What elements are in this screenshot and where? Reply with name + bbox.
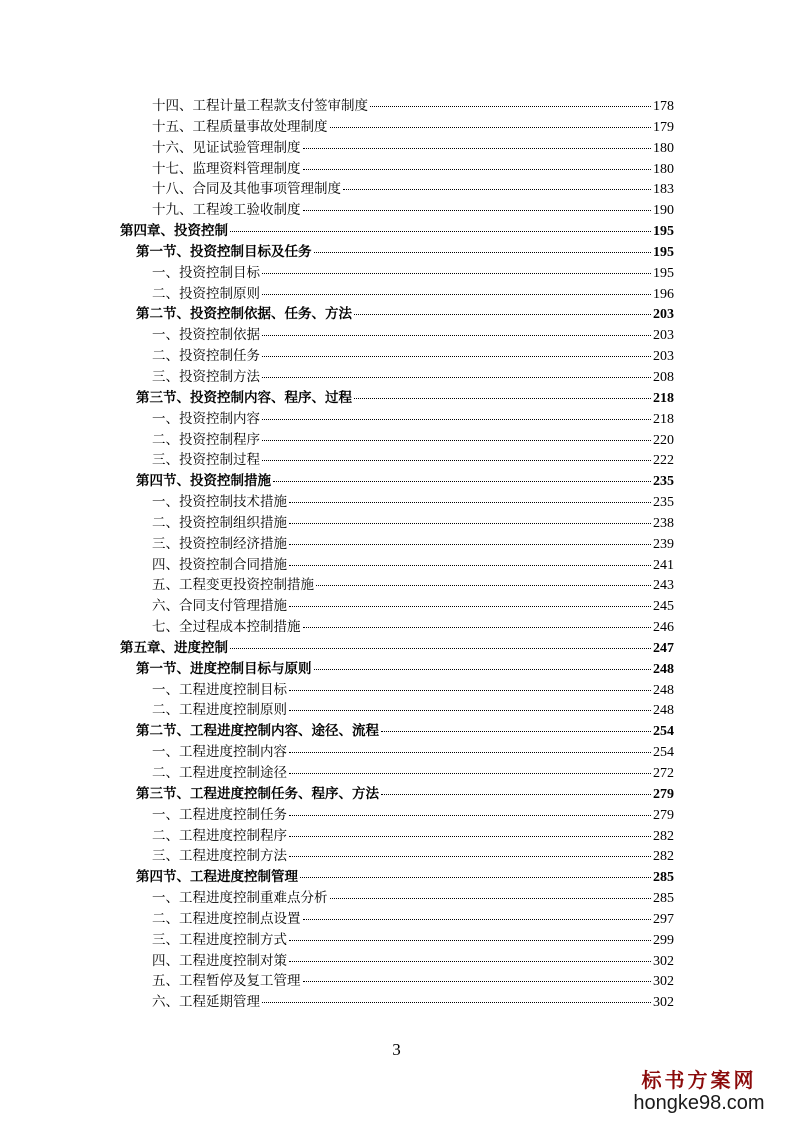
toc-entry-page: 203 <box>653 307 674 323</box>
dot-leader <box>314 668 652 670</box>
toc-item[interactable] <box>120 888 674 909</box>
toc-entry-page: 299 <box>653 932 674 948</box>
toc-entry-page: 243 <box>653 578 674 594</box>
dot-leader <box>289 855 651 857</box>
toc-section[interactable] <box>120 388 674 409</box>
dot-leader <box>230 230 651 232</box>
toc-item[interactable] <box>120 200 674 221</box>
toc-section[interactable] <box>120 304 674 325</box>
toc-entry-title: 二、工程进度控制原则 <box>152 702 287 719</box>
toc-entry-title: 二、投资控制组织措施 <box>152 514 287 531</box>
toc-entry-title: 第五章、进度控制 <box>120 639 228 656</box>
toc-entry-title: 一、投资控制目标 <box>152 264 260 281</box>
toc-entry-page: 297 <box>653 911 674 927</box>
toc-section[interactable] <box>120 242 674 263</box>
toc-entry-title: 十六、见证试验管理制度 <box>152 139 301 156</box>
toc-entry-page: 254 <box>653 724 674 740</box>
toc-item[interactable] <box>120 617 674 638</box>
toc-entry-page: 235 <box>653 474 674 490</box>
toc-entry-title: 第一节、投资控制目标及任务 <box>136 243 312 260</box>
toc-item[interactable] <box>120 846 674 867</box>
toc-entry-page: 180 <box>653 161 674 177</box>
toc-item[interactable] <box>120 534 674 555</box>
dot-leader <box>289 960 651 962</box>
toc-entry-page: 235 <box>653 495 674 511</box>
dot-leader <box>316 584 651 586</box>
toc-entry-page: 179 <box>653 119 674 135</box>
toc-item[interactable] <box>120 555 674 576</box>
toc-item[interactable] <box>120 992 674 1013</box>
dot-leader <box>381 730 651 732</box>
dot-leader <box>289 835 651 837</box>
toc-entry-title: 二、投资控制任务 <box>152 348 260 365</box>
toc-item[interactable] <box>120 159 674 180</box>
toc-section[interactable] <box>120 659 674 680</box>
toc-entry-title: 第四节、投资控制措施 <box>136 473 271 490</box>
dot-leader <box>289 522 651 524</box>
toc-entry-page: 279 <box>653 807 674 823</box>
toc-entry-page: 248 <box>653 661 674 677</box>
dot-leader <box>289 689 651 691</box>
toc-entry-title: 二、工程进度控制点设置 <box>152 910 301 927</box>
toc-item[interactable] <box>120 450 674 471</box>
toc-entry-title: 六、合同支付管理措施 <box>152 598 287 615</box>
dot-leader <box>230 647 651 649</box>
toc-item[interactable] <box>120 763 674 784</box>
toc-entry-page: 285 <box>653 891 674 907</box>
toc-item[interactable] <box>120 700 674 721</box>
toc-entry-page: 302 <box>653 995 674 1011</box>
toc-item[interactable] <box>120 96 674 117</box>
toc-item[interactable] <box>120 367 674 388</box>
toc-entry-title: 第三节、投资控制内容、程序、过程 <box>136 389 352 406</box>
toc-entry-title: 四、投资控制合同措施 <box>152 556 287 573</box>
dot-leader <box>330 897 652 899</box>
dot-leader <box>289 501 651 503</box>
toc-entry-page: 279 <box>653 786 674 802</box>
toc-entry-page: 248 <box>653 682 674 698</box>
toc-entry-title: 第四节、工程进度控制管理 <box>136 869 298 886</box>
dot-leader <box>354 313 651 315</box>
toc-item[interactable] <box>120 680 674 701</box>
dot-leader <box>262 439 651 441</box>
dot-leader <box>354 397 651 399</box>
dot-leader <box>303 626 652 628</box>
toc-item[interactable] <box>120 325 674 346</box>
toc-item[interactable] <box>120 971 674 992</box>
toc-item[interactable] <box>120 951 674 972</box>
toc-item[interactable] <box>120 596 674 617</box>
toc-entry-title: 四、工程进度控制对策 <box>152 952 287 969</box>
dot-leader <box>300 876 651 878</box>
dot-leader <box>262 459 651 461</box>
toc-entry-page: 247 <box>653 640 674 656</box>
table-of-contents <box>120 96 674 1013</box>
toc-entry-title: 十八、合同及其他事项管理制度 <box>152 181 341 198</box>
toc-item[interactable] <box>120 284 674 305</box>
toc-item[interactable] <box>120 263 674 284</box>
toc-item[interactable] <box>120 805 674 826</box>
toc-item[interactable] <box>120 117 674 138</box>
toc-entry-page: 222 <box>653 453 674 469</box>
dot-leader <box>289 564 651 566</box>
toc-item[interactable] <box>120 179 674 200</box>
toc-entry-title: 一、投资控制依据 <box>152 327 260 344</box>
toc-entry-title: 第四章、投资控制 <box>120 223 228 240</box>
dot-leader <box>273 480 651 482</box>
toc-item[interactable] <box>120 826 674 847</box>
toc-item[interactable] <box>120 909 674 930</box>
toc-item[interactable] <box>120 346 674 367</box>
toc-entry-page: 245 <box>653 599 674 615</box>
toc-entry-page: 180 <box>653 140 674 156</box>
toc-entry-title: 三、工程进度控制方法 <box>152 848 287 865</box>
toc-entry-page: 302 <box>653 953 674 969</box>
toc-entry-title: 十四、工程计量工程款支付签审制度 <box>152 98 368 114</box>
toc-entry-title: 五、工程变更投资控制措施 <box>152 577 314 594</box>
dot-leader <box>289 814 651 816</box>
toc-entry-page: 208 <box>653 369 674 385</box>
toc-entry-title: 十九、工程竣工验收制度 <box>152 202 301 219</box>
toc-entry-title: 三、投资控制过程 <box>152 452 260 469</box>
dot-leader <box>262 293 651 295</box>
page-number: 3 <box>392 1040 401 1059</box>
toc-entry-title: 二、投资控制原则 <box>152 285 260 302</box>
toc-entry-title: 十五、工程质量事故处理制度 <box>152 118 328 135</box>
toc-entry-page: 272 <box>653 766 674 781</box>
toc-entry-page: 282 <box>653 849 674 865</box>
toc-entry-page: 196 <box>653 286 674 302</box>
watermark-site-name: 标书方案网 <box>641 1068 757 1092</box>
toc-entry-title: 二、投资控制程序 <box>152 431 260 448</box>
toc-entry-title: 第二节、投资控制依据、任务、方法 <box>136 306 352 323</box>
dot-leader <box>330 126 652 128</box>
toc-entry-title: 二、工程进度控制程序 <box>152 827 287 844</box>
toc-item[interactable] <box>120 513 674 534</box>
toc-entry-page: 195 <box>653 265 674 281</box>
dot-leader <box>289 751 651 753</box>
toc-entry-title: 三、工程进度控制方式 <box>152 931 287 948</box>
toc-entry-title: 一、投资控制内容 <box>152 410 260 427</box>
toc-entry-page: 238 <box>653 515 674 531</box>
dot-leader <box>314 251 652 253</box>
toc-entry-page: 246 <box>653 620 674 636</box>
toc-chapter[interactable] <box>120 221 674 242</box>
dot-leader <box>262 1001 651 1003</box>
toc-entry-title: 一、工程进度控制内容 <box>152 744 287 761</box>
dot-leader <box>262 355 651 357</box>
dot-leader <box>381 793 651 795</box>
toc-entry-page: 218 <box>653 390 674 406</box>
site-watermark <box>619 1068 779 1114</box>
dot-leader <box>303 209 652 211</box>
toc-entry-page: 183 <box>653 182 674 198</box>
toc-entry-title: 第三节、工程进度控制任务、程序、方法 <box>136 785 379 802</box>
toc-entry-page: 220 <box>653 432 674 448</box>
toc-entry-title: 六、工程延期管理 <box>152 994 260 1011</box>
toc-section[interactable] <box>120 721 674 742</box>
dot-leader <box>303 168 652 170</box>
toc-section[interactable] <box>120 867 674 888</box>
toc-entry-title: 二、工程进度控制途径 <box>152 765 287 781</box>
toc-entry-page: 302 <box>653 974 674 990</box>
toc-entry-title: 一、投资控制技术措施 <box>152 494 287 511</box>
toc-item[interactable] <box>120 742 674 763</box>
dot-leader <box>289 543 651 545</box>
dot-leader <box>289 709 651 711</box>
dot-leader <box>303 147 652 149</box>
toc-item[interactable] <box>120 930 674 951</box>
toc-section[interactable] <box>120 784 674 805</box>
dot-leader <box>303 980 652 982</box>
toc-entry-page: 178 <box>653 99 674 114</box>
toc-item[interactable] <box>120 492 674 513</box>
dot-leader <box>289 605 651 607</box>
toc-entry-title: 一、工程进度控制重难点分析 <box>152 890 328 907</box>
toc-entry-page: 203 <box>653 349 674 365</box>
toc-entry-page: 203 <box>653 328 674 344</box>
toc-chapter[interactable] <box>120 638 674 659</box>
toc-section[interactable] <box>120 471 674 492</box>
watermark-url: hongke98.com <box>633 1092 765 1114</box>
toc-item[interactable] <box>120 409 674 430</box>
toc-entry-page: 218 <box>653 411 674 427</box>
toc-entry-title: 一、工程进度控制目标 <box>152 681 287 698</box>
toc-entry-title: 一、工程进度控制任务 <box>152 806 287 823</box>
dot-leader <box>370 105 651 107</box>
toc-entry-title: 三、投资控制经济措施 <box>152 535 287 552</box>
toc-entry-title: 三、投资控制方法 <box>152 368 260 385</box>
dot-leader <box>262 418 651 420</box>
toc-entry-page: 254 <box>653 745 674 761</box>
dot-leader <box>303 918 652 920</box>
toc-entry-page: 241 <box>653 557 674 573</box>
toc-entry-page: 248 <box>653 703 674 719</box>
toc-entry-page: 282 <box>653 828 674 844</box>
dot-leader <box>289 939 651 941</box>
toc-entry-page: 239 <box>653 536 674 552</box>
toc-entry-page: 285 <box>653 870 674 886</box>
toc-entry-title: 七、全过程成本控制措施 <box>152 619 301 636</box>
dot-leader <box>262 272 651 274</box>
toc-entry-page: 190 <box>653 203 674 219</box>
toc-entry-page: 195 <box>653 244 674 260</box>
toc-item[interactable] <box>120 138 674 159</box>
toc-item[interactable] <box>120 430 674 451</box>
dot-leader <box>262 334 651 336</box>
dot-leader <box>289 772 651 774</box>
toc-item[interactable] <box>120 575 674 596</box>
dot-leader <box>262 376 651 378</box>
toc-entry-title: 十七、监理资料管理制度 <box>152 160 301 177</box>
toc-entry-title: 第二节、工程进度控制内容、途径、流程 <box>136 723 379 740</box>
dot-leader <box>343 188 651 190</box>
toc-entry-page: 195 <box>653 224 674 240</box>
toc-entry-title: 五、工程暂停及复工管理 <box>152 973 301 990</box>
toc-entry-title: 第一节、进度控制目标与原则 <box>136 660 312 677</box>
